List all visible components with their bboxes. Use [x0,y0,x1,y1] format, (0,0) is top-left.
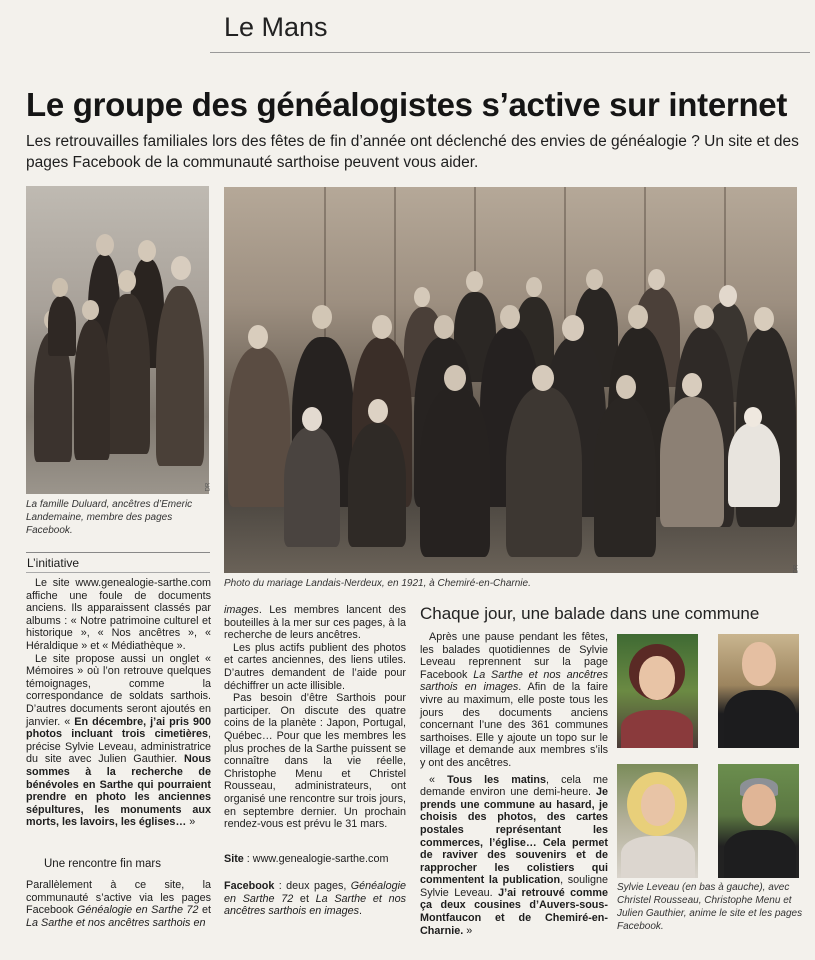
paragraph: « Tous les matins, cela me demande environ une demi-heure. Je prends une commune au hasard, je choisis des photos, des cartes postales représentant les commerces, l’église… Cela permet de raviver des souvenirs et de rapprocher les colistiers qui commentent la publication, souligne Sylvie Leveau. J’ai retrouvé comme ça deux cousines d’Auvers-sous-Montfaucon et de Chemiré-en-Charnie. » [420,773,608,937]
section-heading-initiative: L’initiative [27,556,80,570]
interhead: Une rencontre fin mars [44,858,161,870]
article-column-2 [224,604,406,831]
paragraph: Le site propose aussi un onglet « Mémoires » où l’on retrouve quelques témoignages, comme la correspondance de soldats sarthois. D’autres documents seront ajoutés en janvier. « En décembre, j’ai pris 900 photos incluant trois cimetières, précise Sylvie Leveau, administratrice du site avec Julien Gauthier. Nous sommes à la recherche de bénévoles en Sarthe qui pourraient prendre en photo les anciennes sépultures, les monuments aux morts, les lavoirs, les églises… » [26,652,212,829]
column-divider [26,552,210,553]
standfirst: Les retrouvailles familiales lors des fêtes de fin d’année ont déclenché des envies de généalogie ? Un site et des pages Facebook de la communauté sarthoise peuvent vous aider. [26,133,799,171]
section-heading-balade: Chaque jour, une balade dans une commune [420,604,760,623]
family-photo-caption: La famille Duluard, ancêtres d’Emeric Landemaine, membre des pages Facebook. [26,499,193,536]
portrait-christophe-menu [718,634,799,748]
header-divider [210,52,810,53]
portrait-sylvie-leveau [617,764,698,878]
paragraph: Le site www.genealogie-sarthe.com affiche une foule de documents anciens. Ils apparaissent classés par albums : « Notre patrimoine culturel et historique », « Nos ancêtres », « Héraldique » et « Médiathèque ». [26,577,211,652]
photo-credit: DR [205,482,212,492]
paragraph: Parallèlement à ce site, la communauté s’active via les pages Facebook Généalogie en Sarthe 72 et La Sarthe et nos ancêtres sarthois en [26,879,211,929]
paragraph: Après une pause pendant les fêtes, les balades quotidiennes de Sylvie Leveau reprennent sur la page Facebook La Sarthe et nos ancêtres sarthois en images. Afin de la faire vivre au maximum, elle poste tous les jours des documents anciens concernant l’une des 361 communes sarthoises. Elle y ajoute un topo sur le village et demande aux membres s’ils y ont des ancêtres. [420,631,608,769]
paragraph: Pas besoin d’être Sarthois pour participer. On discute des quatre coins de la planète : Japon, Portugal, Québec… Pour que les membres les plus proches de la Sarthe puissent se connaître dans la vie réelle, Christophe Menu et Christel Rousseau, administrateurs, ont organisé une rencontre sur trois jours, en septembre dernier. Un prochain rendez-vous est prévu le 31 mars. [224,692,406,831]
site-info [224,853,406,866]
portraits-caption: Sylvie Leveau (en bas à gauche), avec Christel Rousseau, Christophe Menu et Julien Gauthier, anime le site et les pages Facebook. [617,882,803,932]
paragraph: Les plus actifs publient des photos et cartes anciennes, des liens utiles. D’autres demandent de l’aide pour déchiffrer un acte illisible. [224,641,406,692]
portrait-julien-gauthier [718,764,799,878]
portrait-christel-rousseau [617,634,698,748]
headline: Le groupe des généalogistes s’active sur internet [26,86,788,123]
wedding-photo-caption: Photo du mariage Landais-Nerdeux, en 1921, à Chemiré-en-Charnie. [224,578,531,589]
article-column-1 [26,577,211,829]
photo-credit-big: DR [793,564,800,574]
article-column-1-end [26,879,211,929]
family-photo [26,186,212,494]
wedding-photo [224,187,800,574]
site-line: Site : www.genealogie-sarthe.com [224,853,389,865]
article-column-3 [420,631,608,937]
paragraph: images. Les membres lancent des bouteilles à la mer sur ces pages, à la recherche de leurs ancêtres. [224,604,406,642]
section-title: Le Mans [224,12,328,42]
facebook-info [224,880,406,918]
facebook-line: Facebook : deux pages, Généalogie en Sarthe 72 et La Sarthe et nos ancêtres sarthois en images. [224,880,406,918]
column-divider [26,572,210,573]
